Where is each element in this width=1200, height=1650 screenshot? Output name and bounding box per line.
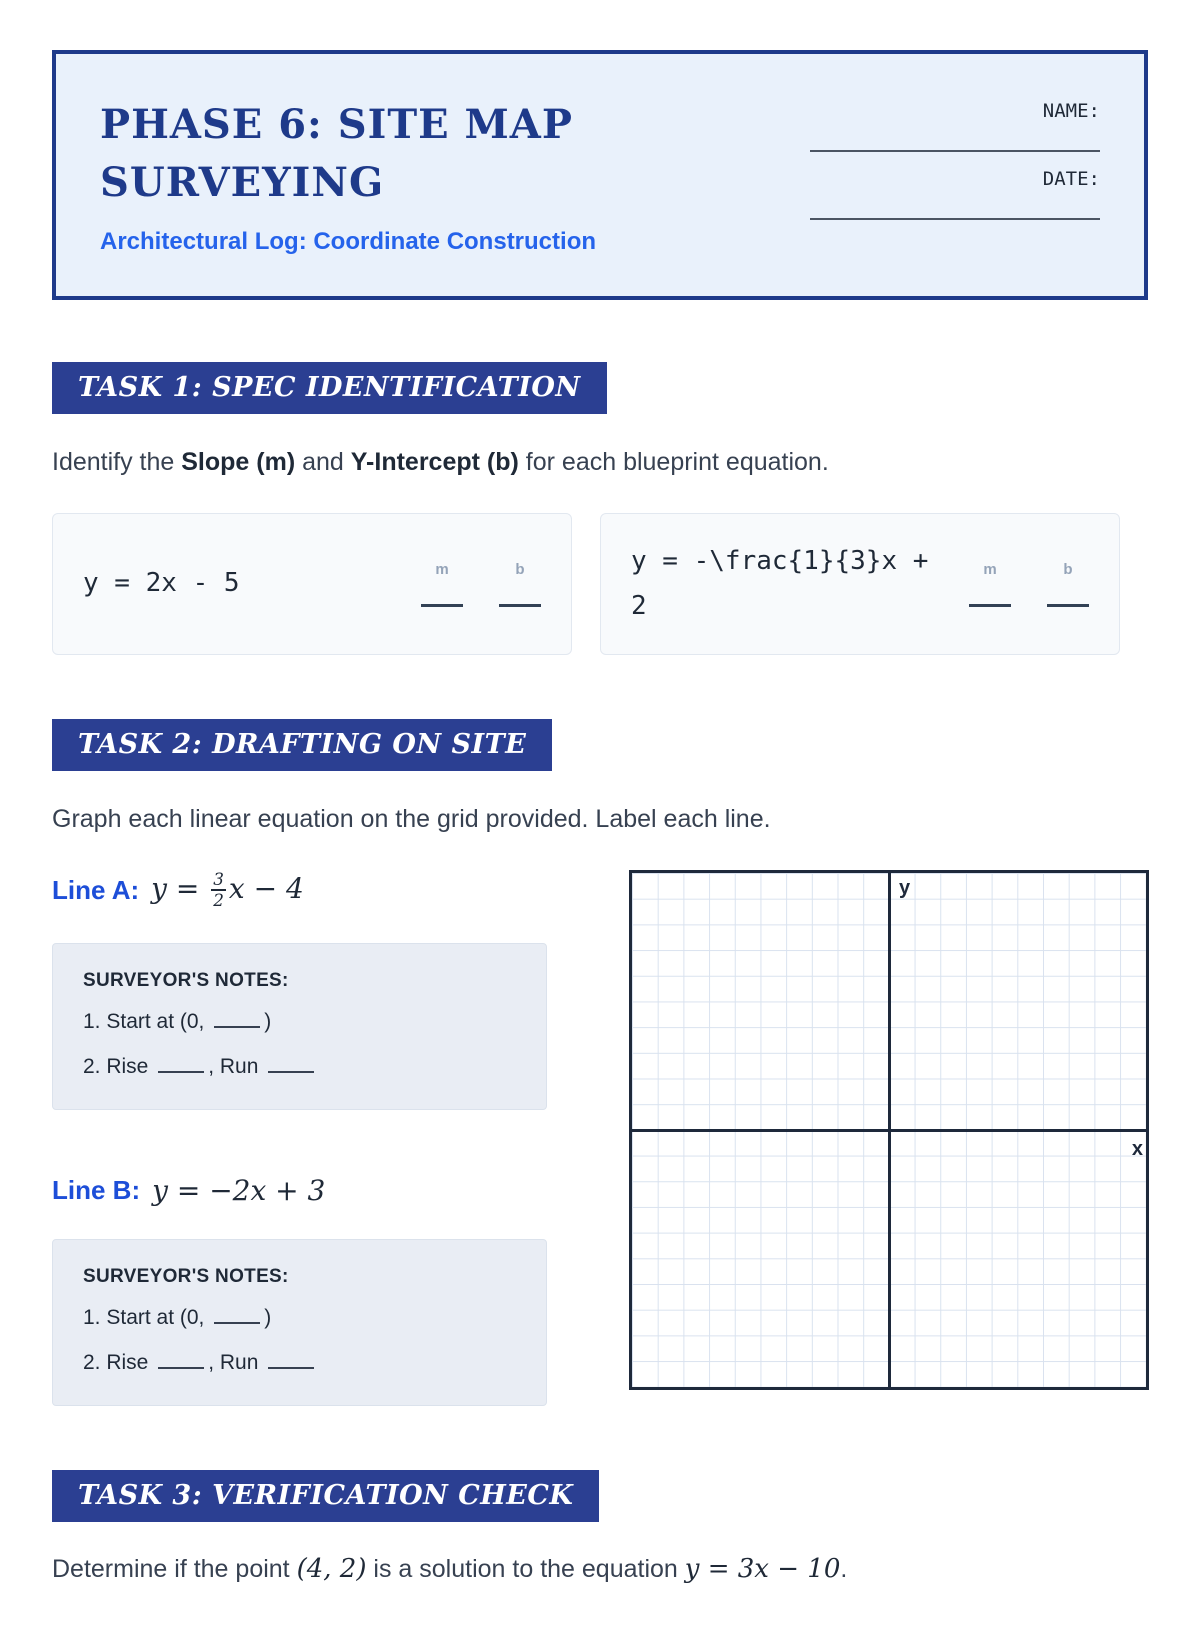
notes-item-2 [83, 1347, 516, 1379]
m-answer-1 [421, 561, 463, 607]
answer-blank [214, 1322, 260, 1324]
slope-term: Slope (m) [181, 448, 296, 476]
notes-item-1-close: ) [264, 1009, 272, 1033]
answer-blank [268, 1367, 314, 1369]
date-blank-line [810, 218, 1100, 220]
m-label: m [983, 561, 997, 578]
page-title-line2: SURVEYING [100, 159, 385, 206]
task1-instruction-text: Identify the [52, 448, 182, 476]
line-b-label: Line B: [52, 1174, 141, 1205]
task3-text-pre: Determine if the point [52, 1554, 297, 1583]
b-blank-line [1047, 604, 1089, 607]
point-math: (4, 2) [296, 1553, 367, 1584]
line-a-label: Line A: [52, 874, 140, 905]
task2-instruction: Graph each linear equation on the grid provided. Label each line. [52, 805, 771, 833]
equation-2: y = -\frac{1}{3}x + 2 [631, 545, 929, 621]
surveyors-notes-a [52, 943, 547, 1110]
line-b-equation: y = −2x + 3 [152, 1173, 326, 1207]
m-blank-line [969, 604, 1011, 607]
notes-title: SURVEYOR'S NOTES: [83, 969, 289, 991]
task3-banner: TASK 3: VERIFICATION CHECK [52, 1470, 599, 1522]
task2-left-column [52, 870, 629, 1406]
notes-item-1-text: 1. Start at (0, [83, 1305, 211, 1329]
b-blank-line [499, 604, 541, 607]
notes-item-1 [83, 1302, 516, 1334]
notes-item-2-mid: , Run [208, 1055, 265, 1079]
task1-problems [52, 513, 1148, 655]
name-date-block [810, 96, 1100, 256]
task1-instruction [52, 448, 1148, 477]
answer-area-1 [421, 561, 541, 607]
page-title-line1: PHASE 6: SITE MAP [100, 101, 573, 148]
line-b-heading [52, 1174, 629, 1207]
fraction-denominator: 2 [213, 890, 224, 911]
page-subtitle: Architectural Log: Coordinate Construction [100, 228, 597, 255]
task1-banner: TASK 1: SPEC IDENTIFICATION [52, 362, 607, 414]
answer-blank [214, 1026, 260, 1028]
answer-blank [158, 1071, 204, 1073]
m-answer-2 [969, 561, 1011, 607]
notes-item-2-mid: , Run [208, 1351, 265, 1375]
notes-item-2-text: 2. Rise [83, 1351, 155, 1375]
task3-text-mid: is a solution to the equation [366, 1554, 685, 1583]
line-a-eq-post: x − 4 [228, 871, 304, 905]
equation-math: y = 3x − 10 [684, 1553, 841, 1584]
answer-blank [158, 1367, 204, 1369]
b-label: b [1063, 561, 1073, 578]
notes-title: SURVEYOR'S NOTES: [83, 1265, 289, 1287]
notes-item-2 [83, 1051, 516, 1083]
task1-instruction-text: for each blueprint equation. [518, 448, 829, 476]
coordinate-grid [629, 870, 1149, 1390]
notes-item-1-close: ) [264, 1305, 272, 1329]
y-axis-label: y [899, 877, 911, 899]
task3-instruction [52, 1554, 1148, 1584]
name-label: NAME: [1042, 100, 1100, 122]
notes-item-2-text: 2. Rise [83, 1055, 155, 1079]
problem-box-2 [600, 513, 1120, 655]
surveyors-notes-b [52, 1239, 547, 1406]
header [52, 50, 1148, 300]
name-blank-line [810, 150, 1100, 152]
x-axis-label: x [1131, 1138, 1143, 1160]
worksheet-page [0, 50, 1200, 1584]
page-title [100, 96, 596, 212]
line-a-equation [151, 870, 304, 911]
m-label: m [435, 561, 449, 578]
task2-content [52, 870, 1148, 1406]
date-label: DATE: [1042, 168, 1100, 190]
answer-area-2 [969, 561, 1089, 607]
m-blank-line [421, 604, 463, 607]
line-a-heading [52, 870, 629, 911]
answer-blank [268, 1071, 314, 1073]
notes-item-1 [83, 1006, 516, 1038]
header-title-block [100, 96, 596, 256]
task1-instruction-text: and [295, 448, 351, 476]
b-answer-2 [1047, 561, 1089, 607]
problem-box-1 [52, 513, 572, 655]
equation-1: y = 2x - 5 [83, 568, 240, 599]
fraction [211, 870, 226, 911]
task2-banner: TASK 2: DRAFTING ON SITE [52, 719, 552, 771]
fraction-numerator: 3 [211, 870, 226, 891]
yintercept-term: Y-Intercept (b) [350, 448, 519, 476]
b-label: b [515, 561, 525, 578]
b-answer-1 [499, 561, 541, 607]
line-a-eq-pre: y = [151, 871, 209, 905]
notes-item-1-text: 1. Start at (0, [83, 1009, 211, 1033]
x-axis [632, 1129, 1146, 1132]
task3-text-post: . [840, 1554, 848, 1583]
